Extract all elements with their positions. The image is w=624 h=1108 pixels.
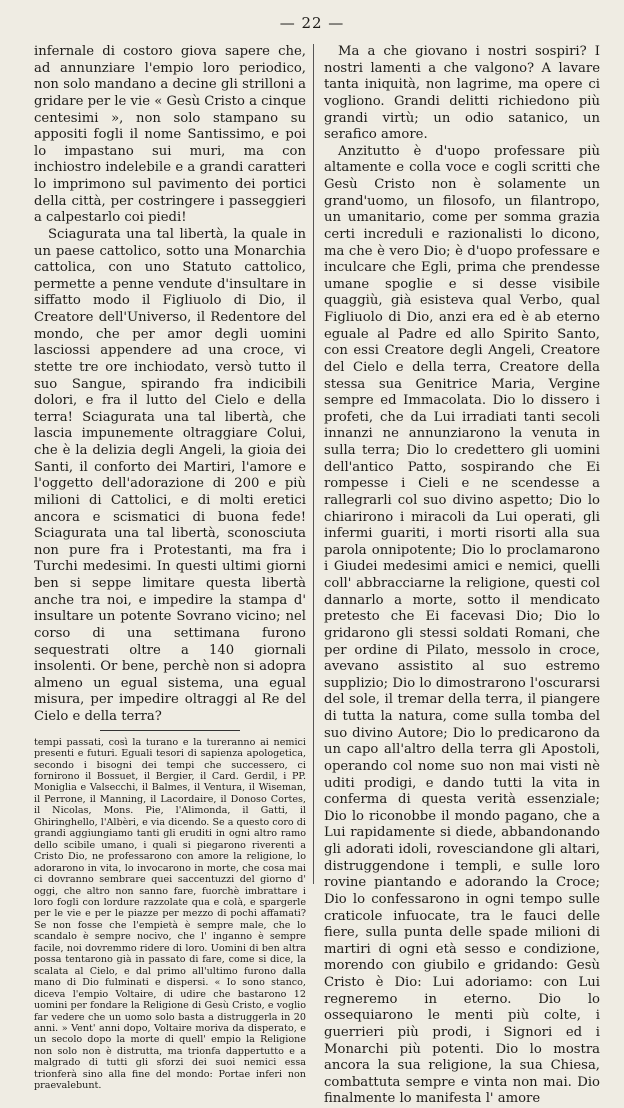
left-paragraph-1: infernale di costoro giova sapere che, ad annunziare l'empio loro periodico, non solo mandano a decine gli strilloni a gridare per le vie « Gesù Cristo a cinque centesimi », non solo stampano su appositi fogli il nome Santissimo, e poi lo impastano sui muri, ma con inchiostro indelebile e a grandi caratteri lo imprimono sul pavimento dei portici della città, per costringere i passeggieri a calpestarlo coi piedi! xyxy=(34,44,306,226)
right-paragraph-2: Anzitutto è d'uopo professare più altamente e colla voce e cogli scritti che Gesù Cristo non è solamente un grand'uomo, un filosofo, un filantropo, un umanitario, come per somma grazia certi increduli e razionalisti lo dicono, ma che è vero Dio; è d'uopo professare e inculcare che Egli, prima che prendesse umane spoglie e si desse visibile quaggiù, già esisteva qual Verbo, qual Figliuolo di Dio, anzi era ed è ab eterno eguale al Padre ed allo Spirito Santo, con essi Creatore degli Angeli, Creatore del Cielo e della terra, Creatore della stessa sua Genitrice Maria, Vergine sempre ed Immacolata. Dio lo dissero i profeti, che da Lui irradiati tanti secoli innanzi ne annunziarono la venuta in sulla terra; Dio lo credettero gli uomini dell'antico Patto, sospirando che Ei rompesse i Cieli e ne scendesse a rallegrarli col suo divino aspetto; Dio lo chiarirono i miracoli da Lui operati, gli infermi guariti, i morti risorti alla sua parola onnipotente; Dio lo proclamarono i Giudei medesimi amici e nemici, quelli coll' abbracciarne la religione, questi col dannarlo a morte, sotto il mendicato pretesto che Ei facevasi Dio; Dio lo gridarono gli stessi soldati Romani, che per ordine di Pilato, messolo in croce, avevano assistito al suo estremo supplizio; Dio lo dimostrarono l'oscurarsi del sole, il tremar della terra, il piangere di tutta la natura, come sulla tomba del suo divino Autore; Dio lo predicarono da un capo all'altro della terra gli Apostoli, operando col nome suo non mai visti nè uditi prodigi, e dando tutti la vita in conferma di questa verità essenziale; Dio lo riconobbe il mondo pagano, che a Lui rapidamente si diede, abbandonando gli adorati idoli, rovesciandone gli altari, distruggendone i templi, e sulle loro rovine piantando e adorando la Croce; Dio lo confessarono in ogni tempo sulle craticole infuocate, tra le fauci delle fiere, sulla punta delle spade milioni di martiri di ogni età sesso e condizione, morendo con giubilo e gridando: Gesù Cristo è Dio: Lui adoriamo: con Lui regneremo in eterno. Dio lo ossequiarono le menti più colte, i guerrieri più prodi, i Signori ed i Monarchi più potenti. Dio lo mostra ancora la sua religione, la sua Chiesa, combattuta sempre e vinta non mai. Dio finalmente lo manifesta l' amore xyxy=(324,143,600,1107)
left-paragraph-2: Sciagurata una tal libertà, la quale in un paese cattolico, sotto una Monarchia cattolica, con uno Statuto cattolico, permette a penne vendute d'insultare in siffatto modo il Figliuolo di Dio, il Creatore dell'Universo, il Redentore del mondo, che per amor degli uomini lasciossi appendere ad una croce, vi stette tre ore inchiodato, versò tutto il suo Sangue, spirando fra indicibili dolori, e fra il lutto del Cielo e della terra! Sciagurata una tal libertà, che lascia impunemente oltraggiare Colui, che è la delizia degli Angeli, la gioia dei Santi, il conforto dei Martiri, l'amore e l'oggetto dell'adorazione di 200 e più milioni di Cattolici, e di molti eretici ancora e scismatici di buona fede! Sciagurata una tal libertà, sconosciuta non pure fra i Protestanti, ma fra i Turchi medesimi. In questi ultimi giorni ben si seppe limitare questa libertà anche tra noi, e impedire la stampa d' insultare un potente Sovrano vicino; nel corso di una settimana furono sequestrati oltre a 140 giornali insolenti. Or bene, perchè non si adopra almeno un egual sistema, una egual misura, per impedire oltraggi al Re del Cielo e della terra? xyxy=(34,226,306,724)
right-paragraph-1: Ma a che giovano i nostri sospiri? I nostri lamenti a che valgono? A lavare tanta iniquità, non lagrime, ma opere ci vogliono. Grandi delitti richiedono più grandi virtù; un odio satanico, un serafico amore. xyxy=(324,44,600,143)
right-column xyxy=(324,44,600,1108)
page-number: — 22 — xyxy=(279,14,345,32)
footnote-separator xyxy=(100,730,240,731)
column-divider xyxy=(313,44,314,884)
footnote: tempi passati, così la turano e la tureranno ai nemici presenti e futuri. Eguali tesori di sapienza apologetica, secondo i bisogni dei tempi che successero, ci fornirono il Bossuet, il Bergier, il Card. Gerdil, i PP. Moniglia e Valsecchi, il Balmes, il Ventura, il Wiseman, il Perrone, il Manning, il Lacordaire, il Donoso Cortes, il Nicolas, Mons. Pie, l'Alimonda, il Gatti, il Ghiringhello, l'Albèri, e via dicendo. Se a questo coro di grandi aggiungiamo tanti gli eruditi in ogni altro ramo dello scibile umano, i quali si piegarono riverenti a Cristo Dio, ne professarono con amore la religione, lo adorarono in vita, lo invocarono in morte, che cosa mai ci dovranno sembrare quei saccentuzzi del giorno d' oggi, che altro non sanno fare, fuorchè imbrattare i loro fogli con lordure razzolate qua e colà, e spargerle per le vie e per le piazze per mezzo di pochi affamati? Se non fosse che l'empietà è sempre male, che lo scandalo è sempre nocivo, che l' inganno è sempre facile, noi dovremmo ridere di loro. Uomini di ben altra possa tentarono già in passato di fare, come si dice, la scalata al Cielo, e dal primo all'ultimo furono dalla mano di Dio fulminati e dispersi. « Io sono stanco, diceva l'empio Voltaire, di udire che bastarono 12 uomini per fondare la Religione di Gesù Cristo, e voglio far vedere che un uomo solo basta a distruggerla in 20 anni. » Vent' anni dopo, Voltaire moriva da disperato, e un secolo dopo la morte di quell' empio la Religione non solo non è distrutta, ma trionfa dappertutto e a malgrado di tutti gli sforzi dei suoi nemici essa trionferà sino alla fine del mondo: Portae inferi non praevalebunt. xyxy=(34,736,306,1092)
left-column xyxy=(34,44,306,1092)
